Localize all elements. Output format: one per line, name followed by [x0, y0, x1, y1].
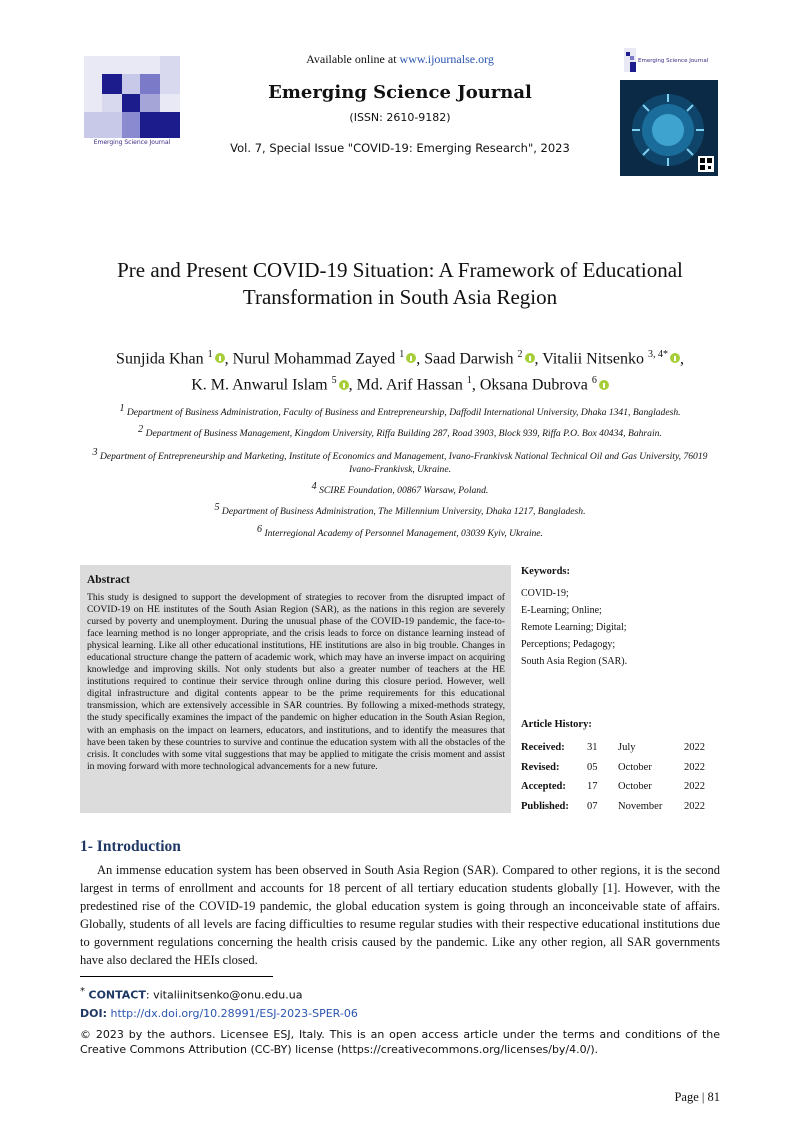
affiliation-text: Department of Business Administration, The Millennium University, Dhaka 1217, Bangladesh. — [221, 506, 586, 518]
history-label: Revised: — [521, 761, 560, 773]
author-affiliation-number: 1 — [207, 349, 213, 360]
author-affiliation-number: 1 — [466, 375, 472, 387]
history-day: 31 — [587, 742, 598, 753]
small-logo-mosaic — [624, 48, 636, 72]
affiliation-number: 4 — [311, 481, 317, 492]
author-name: Sunjida Khan — [116, 350, 204, 368]
affiliation — [60, 423, 740, 440]
section-heading-introduction: 1- Introduction — [80, 838, 181, 855]
article-history-heading: Article History: — [521, 719, 592, 730]
affiliation — [60, 480, 740, 497]
orcid-icon[interactable] — [670, 353, 680, 363]
author-affiliation-number: 6 — [591, 375, 597, 387]
contact-email[interactable]: : vitaliinitsenko@onu.edu.ua — [145, 988, 303, 1002]
contact-star: * — [80, 986, 85, 997]
contact-footnote — [80, 986, 303, 1002]
doi-link[interactable]: http://dx.doi.org/10.28991/ESJ-2023-SPER-06 — [110, 1007, 358, 1020]
keywords-heading: Keywords: — [521, 566, 570, 577]
journal-small-logo — [624, 44, 718, 74]
history-day: 17 — [587, 781, 598, 792]
abstract-heading: Abstract — [87, 574, 130, 586]
author-name: Md. Arif Hassan — [356, 376, 463, 394]
author-name: Vitalii Nitsenko — [542, 350, 644, 368]
history-label: Published: — [521, 800, 569, 812]
availability-prefix: Available online at — [306, 52, 400, 66]
history-month: October — [618, 781, 652, 792]
orcid-icon[interactable] — [215, 353, 225, 363]
history-month: July — [618, 742, 636, 753]
author-affiliation-number: 3, 4* — [647, 349, 668, 360]
affiliation-text: Department of Entrepreneurship and Marketing, Institute of Economics and Management, Ivano-Frankivsk National Technical Oil and Gas University, 76019 Ivano-Frankivsk, Ukraine. — [99, 451, 708, 476]
orcid-icon[interactable] — [599, 380, 609, 390]
author-affiliation-number: 5 — [331, 375, 337, 387]
keyword-item: Remote Learning; Digital; — [521, 622, 627, 633]
history-label: Received: — [521, 742, 565, 753]
affiliation — [60, 501, 740, 518]
orcid-icon[interactable] — [525, 353, 535, 363]
keyword-item: COVID-19; — [521, 588, 569, 599]
history-row-published — [521, 801, 721, 821]
keyword-item: South Asia Region (SAR). — [521, 656, 628, 667]
journal-logo — [84, 56, 180, 150]
history-year: 2022 — [684, 761, 705, 773]
author-name: Nurul Mohammad Zayed — [232, 350, 396, 368]
virus-cover-graphic — [620, 80, 718, 176]
keyword-item: E-Learning; Online; — [521, 605, 602, 616]
license-notice: © 2023 by the authors. Licensee ESJ, Italy. This is an open access article under the terms and conditions of the Creative Commons Attribution (CC-BY) license (https://creativecommons.org/licenses/by/4.0/). — [80, 1028, 720, 1056]
orcid-icon[interactable] — [339, 380, 349, 390]
affiliation-text: Department of Business Administration, Faculty of Business and Entrepreneurship, Daffodil International University, Dhaka 1341, Bangladesh. — [126, 407, 681, 419]
introduction-paragraph: An immense education system has been observed in South Asia Region (SAR). Compared to other regions, it is the second largest in terms of enrollment and accounts for 18 percent of all tertiary education students globally [1]. However, with the predestined rise of the COVID-19 pandemic, the global education system is going through an inconceivable state of affairs. Globally, students of all levels are facing difficulties to resume regular studies with their respective educational institutions due to government regulations concerning the health crisis caused by the pandemic. Like any other region, all SAR governments have also declared the HEIs closed. — [80, 863, 720, 967]
footnote-divider — [80, 976, 273, 977]
history-row-accepted — [521, 781, 721, 801]
contact-label: CONTACT — [88, 988, 146, 1002]
keyword-item: Perceptions; Pedagogy; — [521, 639, 616, 650]
journal-title: Emerging Science Journal — [268, 82, 532, 103]
small-logo-caption: Emerging Science Journal — [638, 58, 709, 64]
keywords-list — [521, 585, 627, 670]
journal-website-link[interactable]: www.ijournalse.org — [399, 52, 494, 66]
history-month: October — [618, 761, 652, 773]
doi-line — [80, 1007, 358, 1020]
journal-issn: (ISSN: 2610-9182) — [349, 111, 451, 124]
affiliation-number: 3 — [92, 447, 98, 458]
journal-cover-image — [620, 80, 718, 176]
affiliation-number: 1 — [119, 403, 125, 414]
history-year: 2022 — [684, 800, 705, 812]
author-affiliation-number: 2 — [517, 349, 523, 360]
doi-label: DOI: — [80, 1007, 107, 1020]
history-row-revised — [521, 762, 721, 782]
journal-volume: Vol. 7, Special Issue "COVID-19: Emerging Research", 2023 — [230, 141, 570, 155]
history-day: 07 — [587, 800, 598, 812]
history-day: 05 — [587, 761, 598, 773]
logo-caption: Emerging Science Journal — [93, 139, 171, 146]
affiliation-text: Department of Business Management, Kingdom University, Riffa Building 287, Road 3903, Block 939, Riffa P.O. Box 40434, Bahrain. — [145, 428, 662, 440]
history-month: November — [618, 800, 663, 812]
history-label: Accepted: — [521, 781, 566, 792]
abstract-text: This study is designed to support the development of strategies to recover from the disrupted impact of COVID-19 on HE institutes of the South Asian Region (SAR), as the nations in this region are severely cursed by poverty and unemployment. During the unusual phase of the COVID-19 pandemic, the face-to-face learning method is no longer appropriate, and the crisis leads to force on distance learning instead of physical learning. Like all other educational institutions, HE institutions are also in big trouble. Changes in educational structure change the pattern of academic work, which may have an inverse impact on acquiring knowledge and improving skills. Not only students but also a greater number of teachers at the HE institutions required to continue their service through online during this closure period. However, well digital infrastructure and digital contents appear to be the prime requirements for this educational transmission, which are extensively accessible in SAR countries. By following a mixed-methods strategy, the study specifically examines the impact of the pandemic on higher education in the South Asian Region, with an emphasis on the impact on learners, educators, and institutions, and to identify the measures that have been taken by these countries to survive and continue the education system with all the obstacles of the crisis. It concludes with some vital suggestions that may be applied to mitigate the crisis moment and assist in moving forward with more technological advancements for a new future. — [87, 592, 505, 772]
paper-title: Pre and Present COVID-19 Situation: A Framework of Educational Transformation in South Asia Region — [117, 258, 683, 309]
affiliation — [80, 446, 720, 476]
author-list: Sunjida Khan $^1$ , Nurul Mohammad Zayed $^1$ , Saad Darwish $^2$ , Vitalii Nitsenko $^{3, 4*}$ , K. M. Anwarul Islam $^5$ , Md. Arif Hassan $^1$, Oksana Dubrova $^6$ — [116, 349, 684, 394]
history-year: 2022 — [684, 781, 705, 792]
affiliation-text: Interregional Academy of Personnel Management, 03039 Kyiv, Ukraine. — [264, 528, 543, 540]
author-name: Oksana Dubrova — [479, 376, 588, 394]
history-year: 2022 — [684, 742, 705, 753]
author-name: Saad Darwish — [424, 350, 514, 368]
article-history-table — [521, 742, 721, 820]
history-row-received — [521, 742, 721, 762]
affiliation — [60, 402, 740, 419]
author-affiliation-number: 1 — [399, 349, 405, 360]
affiliation-number: 2 — [138, 424, 144, 435]
author-name: K. M. Anwarul Islam — [191, 376, 328, 394]
affiliation — [60, 523, 740, 540]
page-number: Page | 81 — [674, 1090, 720, 1104]
orcid-icon[interactable] — [406, 353, 416, 363]
affiliation-number: 6 — [257, 524, 263, 535]
affiliation-number: 5 — [214, 502, 220, 513]
affiliation-text: SCIRE Foundation, 00867 Warsaw, Poland. — [319, 485, 489, 497]
